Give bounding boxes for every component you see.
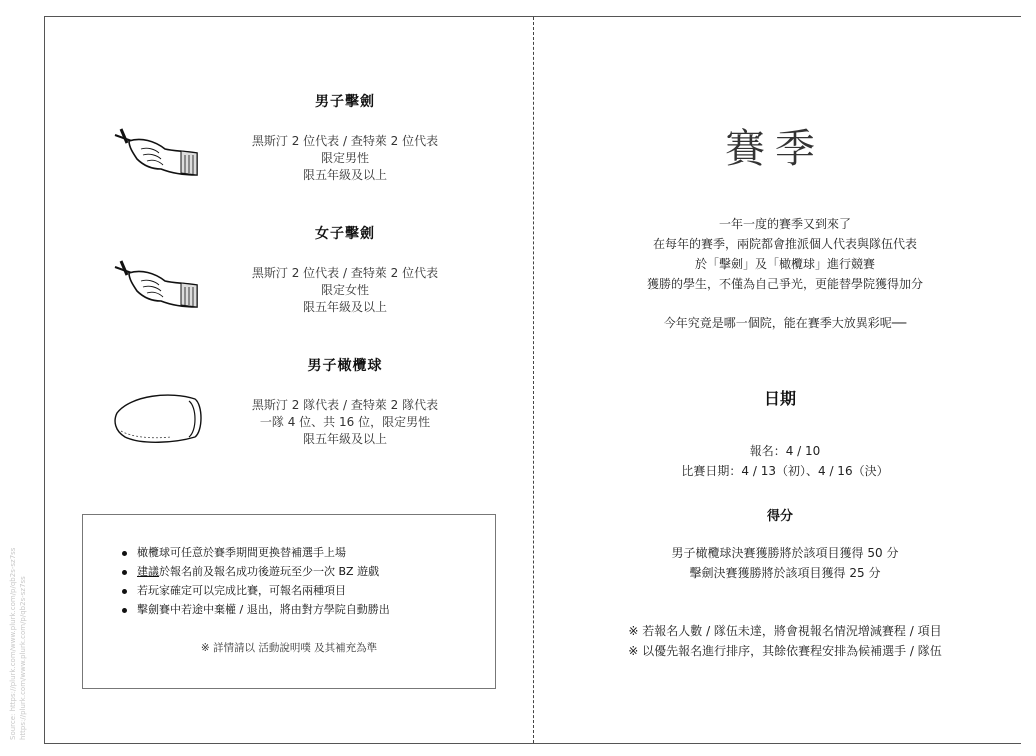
event-desc-mens-fencing [215, 133, 475, 184]
source-watermark [8, 400, 38, 740]
rule-item [119, 545, 479, 561]
score-line: 擊劍決賽獲勝將於該項目獲得 25 分 [689, 566, 881, 580]
season-flyer [44, 16, 1021, 744]
intro-line: 在每年的賽季，兩院都會推派個人代表與隊伍代表 [652, 237, 917, 251]
score-info [585, 543, 985, 583]
event-line: 限五年級及以上 [302, 432, 387, 446]
rule-item [119, 583, 479, 599]
date-info [585, 441, 985, 481]
note-line: ※ 若報名人數 / 隊伍未達，將會視報名情況增減賽程 / 項目 [628, 624, 942, 638]
watermark-line: https://plurk.com/www.plurk.com/p/qb2s-sz7ss [19, 576, 27, 740]
rule-text: 橄欖球可任意於賽季期間更換替補選手上場 [137, 546, 346, 559]
event-line: 一隊 4 位、共 16 位，限定男性 [259, 415, 431, 429]
date-heading: 日期 [763, 389, 796, 408]
score-line: 男子橄欖球決賽獲勝將於該項目獲得 50 分 [671, 546, 899, 560]
event-line: 黑斯汀 2 位代表 / 查特萊 2 位代表 [251, 266, 439, 280]
rules-box [82, 514, 496, 689]
watermark-line: Source: https://plurk.com/www.plurk.com/p/qb2s-sz7ss [9, 547, 17, 740]
score-heading: 得分 [766, 509, 793, 524]
event-desc-mens-rugby [215, 397, 475, 448]
rule-item [119, 564, 479, 580]
match-date: 比賽日期：4 / 13（初）、4 / 16（決） [681, 464, 889, 478]
rule-text: 於報名前及報名成功後遊玩至少一次 BZ 遊戲 [159, 565, 380, 578]
fencing-hand-icon [111, 125, 203, 181]
event-line: 限五年級及以上 [302, 300, 387, 314]
event-desc-womens-fencing [215, 265, 475, 316]
rule-text: 若玩家確定可以完成比賽，可報名兩種項目 [137, 584, 346, 597]
season-title: 賽季 [725, 126, 825, 172]
rules-note: ※ 詳情請以 活動說明噗 及其補充為準 [200, 642, 378, 654]
rule-emphasis: 建議 [137, 565, 159, 578]
intro-line: 一年一度的賽季又到來了 [718, 217, 851, 231]
rugby-ball-icon [111, 393, 205, 445]
event-line: 限定女性 [320, 283, 369, 297]
fold-divider [533, 17, 534, 743]
event-line: 黑斯汀 2 位代表 / 查特萊 2 位代表 [251, 134, 439, 148]
intro-line: 於「擊劍」及「橄欖球」進行競賽 [694, 257, 875, 271]
registration-date: 報名：4 / 10 [749, 444, 821, 458]
season-question: 今年究竟是哪一個院，能在賽季大放異彩呢── [663, 316, 907, 330]
event-title-womens-fencing: 女子擊劍 [315, 226, 375, 242]
event-line: 限五年級及以上 [302, 168, 387, 182]
fencing-hand-icon [111, 257, 203, 313]
event-title-mens-fencing: 男子擊劍 [315, 94, 375, 110]
intro-line: 獲勝的學生，不僅為自己爭光，更能替學院獲得加分 [646, 277, 923, 291]
season-intro [565, 214, 1005, 294]
event-line: 黑斯汀 2 隊代表 / 查特萊 2 隊代表 [251, 398, 439, 412]
rule-text: 擊劍賽中若途中棄權 / 退出，將由對方學院自動勝出 [137, 603, 390, 616]
event-title-mens-rugby: 男子橄欖球 [307, 358, 383, 374]
rules-list [119, 545, 479, 621]
season-notes [585, 621, 985, 661]
note-line: ※ 以優先報名進行排序，其餘依賽程安排為候補選手 / 隊伍 [628, 644, 942, 658]
rule-item [119, 602, 479, 618]
event-line: 限定男性 [320, 151, 369, 165]
